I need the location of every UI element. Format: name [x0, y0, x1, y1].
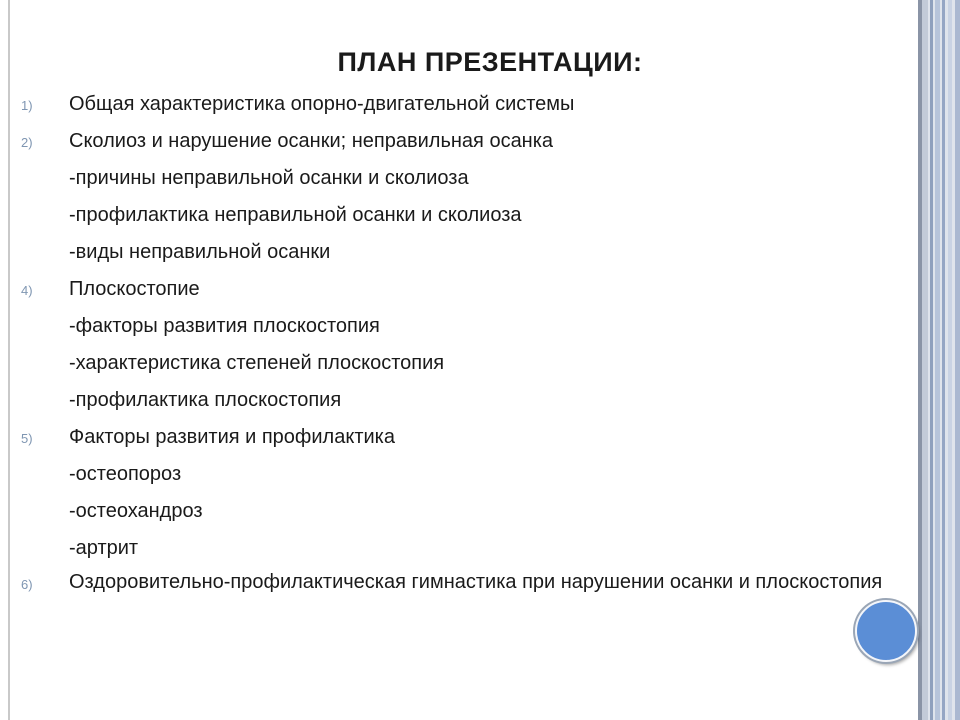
slide-left-border	[8, 0, 10, 720]
item-text: -профилактика неправильной осанки и сколиоза	[69, 204, 522, 226]
item-number: 5)	[21, 431, 33, 446]
list-item	[21, 352, 901, 389]
item-text: -остеопороз	[69, 463, 182, 485]
slide-title: ПЛАН ПРЕЗЕНТАЦИИ:	[337, 47, 643, 77]
list-item	[21, 130, 901, 167]
item-number: 1)	[21, 98, 33, 113]
list-item	[21, 241, 901, 278]
list-item	[21, 315, 901, 352]
border-stripe	[942, 0, 945, 720]
item-text: -виды неправильной осанки	[69, 241, 331, 263]
list-item	[21, 570, 901, 595]
list-item	[21, 426, 901, 463]
plan-list	[21, 93, 901, 595]
item-number: 2)	[21, 135, 33, 150]
item-text: Плоскостопие	[69, 278, 200, 300]
item-text: -артрит	[69, 537, 139, 559]
list-item	[21, 500, 901, 537]
list-item	[21, 389, 901, 426]
list-item	[21, 537, 901, 574]
border-stripe	[935, 0, 940, 720]
decorative-circle	[855, 600, 917, 662]
item-text: -остеохандроз	[69, 500, 203, 522]
item-text: Оздоровительно-профилактическая гимнастика при нарушении осанки и плоскостопия	[69, 571, 883, 593]
item-text: -профилактика плоскостопия	[69, 389, 342, 411]
item-text: Сколиоз и нарушение осанки; неправильная осанка	[69, 130, 554, 152]
item-text: Факторы развития и профилактика	[69, 426, 395, 448]
list-item	[21, 278, 901, 315]
border-stripe	[948, 0, 952, 720]
list-item	[21, 463, 901, 500]
border-stripe	[930, 0, 933, 720]
item-text: -характеристика степеней плоскостопия	[69, 352, 445, 374]
list-item	[21, 167, 901, 204]
border-stripe	[922, 0, 928, 720]
list-item	[21, 93, 901, 130]
item-text: Общая характеристика опорно-двигательной системы	[69, 93, 575, 115]
item-number: 4)	[21, 283, 33, 298]
item-text: -факторы развития плоскостопия	[69, 315, 380, 337]
list-item	[21, 204, 901, 241]
item-number: 6)	[21, 577, 33, 592]
border-stripe	[955, 0, 960, 720]
item-text: -причины неправильной осанки и сколиоза	[69, 167, 469, 189]
